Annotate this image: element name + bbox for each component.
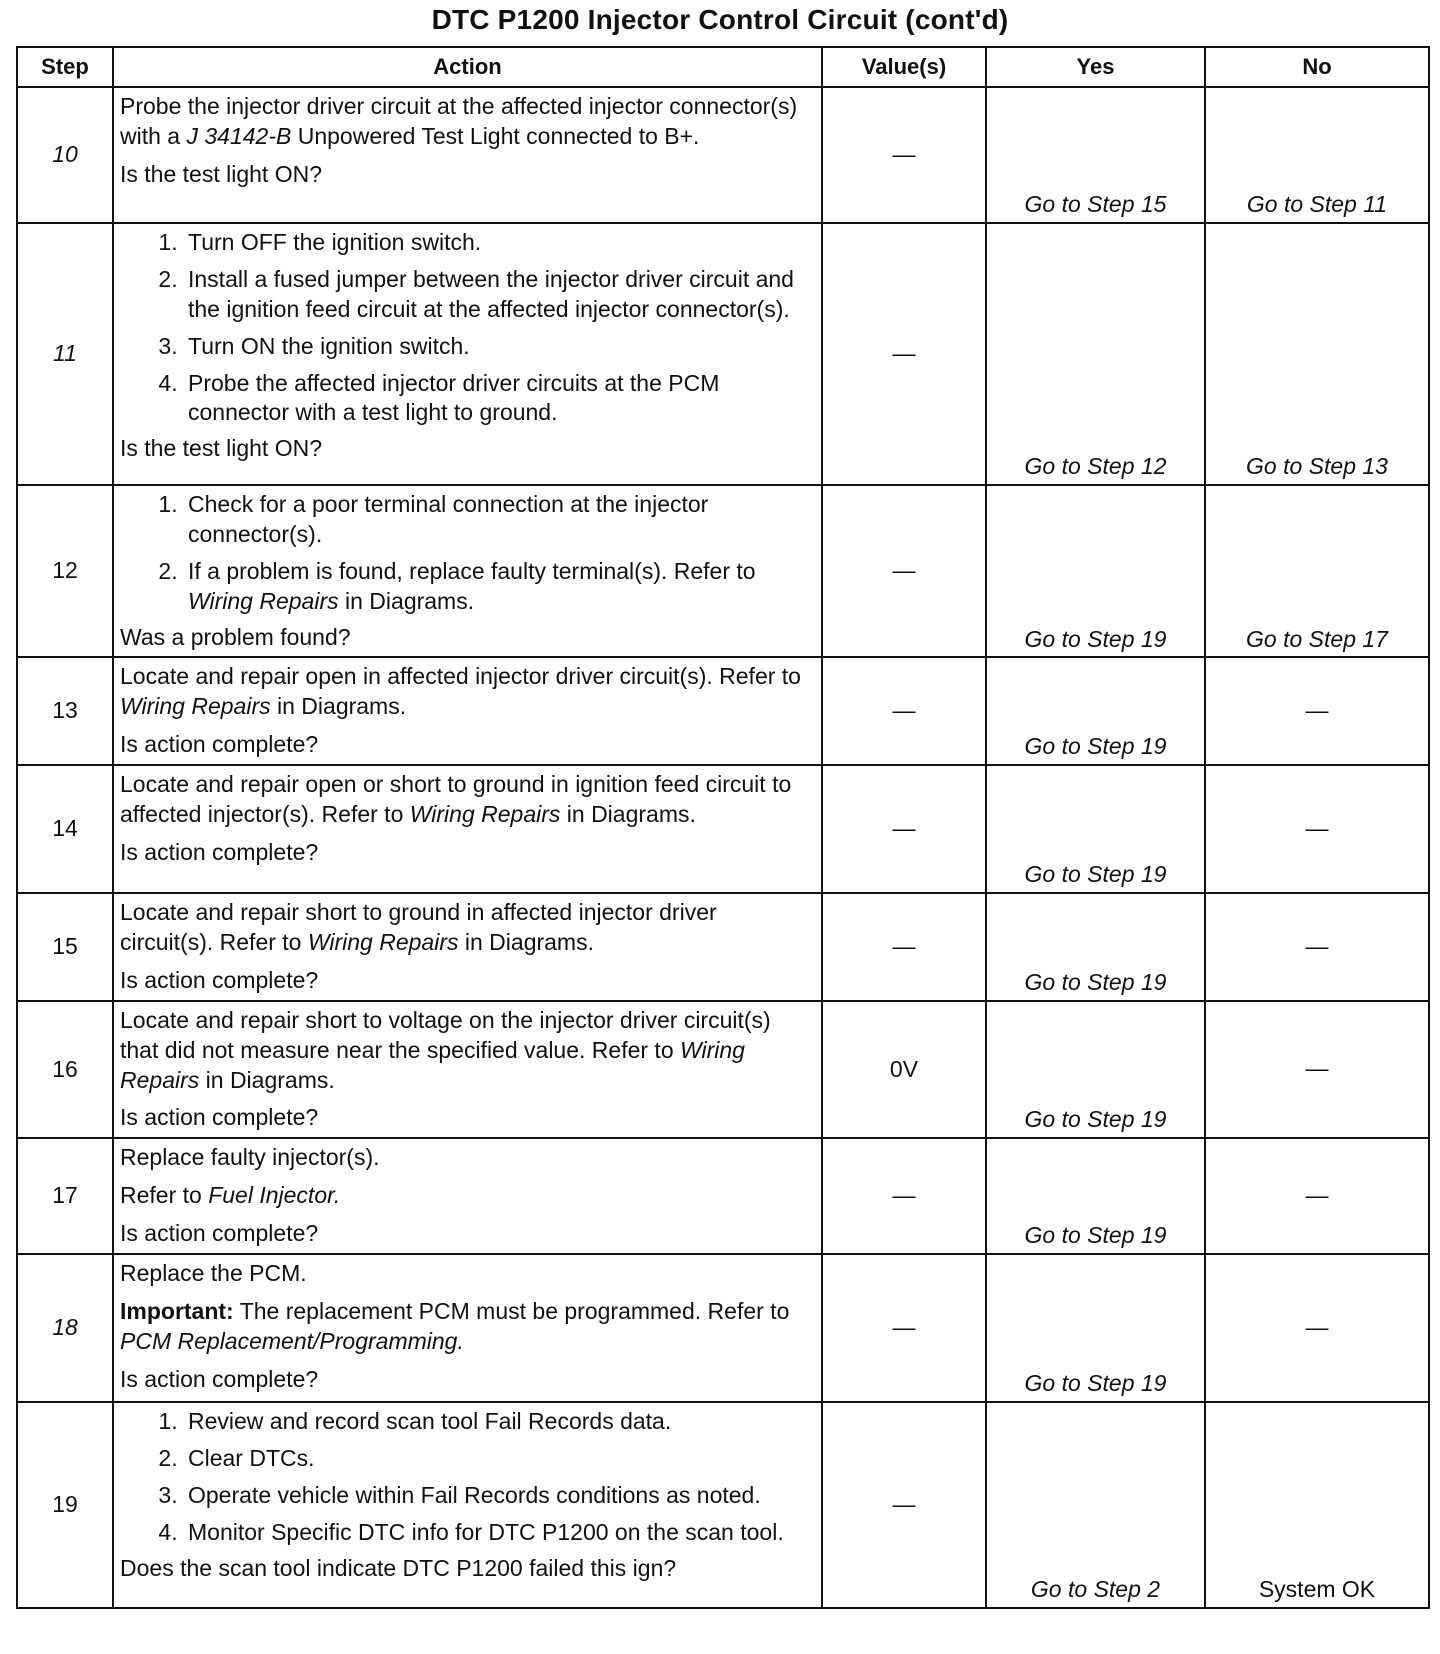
col-header-step: Step xyxy=(17,47,113,87)
text-run: Replace the PCM. xyxy=(120,1260,307,1287)
action-step-item xyxy=(184,490,815,550)
col-header-values: Value(s) xyxy=(822,47,986,87)
no-cell xyxy=(1205,485,1429,657)
no-goto-link[interactable]: Go to Step 11 xyxy=(1246,191,1388,218)
italic-reference: J 34142-B xyxy=(186,122,292,149)
value-cell: — xyxy=(822,657,986,765)
action-cell xyxy=(113,1402,822,1608)
action-question: Is the test light ON? xyxy=(120,435,322,462)
text-run: Locate and repair short to voltage on the injector driver circuit(s) that did not measure near the specified value. Refer to xyxy=(120,1006,771,1063)
action-steps-list xyxy=(120,490,815,617)
col-header-no: No xyxy=(1205,47,1429,87)
no-result: — xyxy=(1305,1313,1329,1340)
yes-goto-link[interactable]: Go to Step 19 xyxy=(1024,1222,1167,1249)
action-cell xyxy=(113,657,822,765)
action-question: Is action complete? xyxy=(120,731,319,758)
table-row xyxy=(17,1138,1429,1254)
value-cell: — xyxy=(822,893,986,1001)
no-cell xyxy=(1205,223,1429,485)
yes-goto-link[interactable]: Go to Step 19 xyxy=(1024,625,1167,652)
text-run: Refer to xyxy=(120,1182,209,1209)
text-run: Review and record scan tool Fail Records data. xyxy=(188,1408,672,1435)
action-step-item xyxy=(184,1444,815,1474)
no-cell xyxy=(1205,765,1429,893)
no-result: System OK xyxy=(1258,1576,1376,1603)
yes-cell xyxy=(986,485,1205,657)
text-run: Turn ON the ignition switch. xyxy=(188,332,470,359)
action-paragraph xyxy=(120,662,815,722)
italic-reference: Wiring Repairs xyxy=(409,801,561,828)
text-run: Locate and repair short to ground in affected injector driver circuit(s). Refer to xyxy=(120,899,717,956)
text-run: Unpowered Test Light connected to B+. xyxy=(291,122,700,149)
action-cell xyxy=(113,1001,822,1139)
action-paragraph xyxy=(120,92,815,152)
italic-reference: Fuel Injector. xyxy=(208,1182,341,1209)
yes-cell xyxy=(986,657,1205,765)
step-number: 14 xyxy=(17,765,113,893)
yes-cell xyxy=(986,765,1205,893)
no-result: — xyxy=(1305,814,1329,841)
action-paragraph xyxy=(120,1143,815,1173)
text-run: Probe the affected injector driver circuits at the PCM connector with a test light to ground. xyxy=(188,369,720,426)
yes-cell xyxy=(986,1138,1205,1254)
text-run: The replacement PCM must be programmed. Refer to xyxy=(233,1297,790,1324)
text-run: Locate and repair open in affected injector driver circuit(s). Refer to xyxy=(120,663,801,690)
action-cell xyxy=(113,765,822,893)
italic-reference: Wiring Repairs xyxy=(120,693,271,720)
no-cell xyxy=(1205,657,1429,765)
value-cell: — xyxy=(822,87,986,223)
action-paragraph xyxy=(120,1181,815,1211)
action-paragraph xyxy=(120,898,815,958)
text-run: Install a fused jumper between the injector driver circuit and the ignition feed circuit at the affected injector connector(s). xyxy=(188,265,794,322)
table-row xyxy=(17,657,1429,765)
action-step-item xyxy=(184,228,815,258)
step-number: 18 xyxy=(17,1254,113,1402)
action-steps-list xyxy=(120,228,815,428)
text-run: Probe the injector driver circuit at the affected injector connector(s) with a xyxy=(120,93,798,149)
action-cell xyxy=(113,87,822,223)
yes-cell xyxy=(986,1001,1205,1139)
no-result: — xyxy=(1305,1055,1329,1082)
italic-reference: Wiring Repairs xyxy=(307,929,459,956)
action-question: Is action complete? xyxy=(120,838,319,865)
action-step-item xyxy=(184,557,815,617)
yes-cell xyxy=(986,893,1205,1001)
text-run: in Diagrams. xyxy=(560,801,696,828)
no-result: — xyxy=(1305,696,1329,723)
yes-goto-link[interactable]: Go to Step 12 xyxy=(1024,453,1167,480)
value-cell: 0V xyxy=(822,1001,986,1139)
yes-goto-link[interactable]: Go to Step 19 xyxy=(1024,861,1167,888)
step-number: 19 xyxy=(17,1402,113,1608)
step-number: 16 xyxy=(17,1001,113,1139)
text-run: Replace faulty injector(s). xyxy=(120,1144,380,1171)
text-run: Check for a poor terminal connection at the injector connector(s). xyxy=(188,491,709,547)
value-cell: — xyxy=(822,485,986,657)
table-row xyxy=(17,893,1429,1001)
yes-goto-link[interactable]: Go to Step 19 xyxy=(1024,733,1167,760)
step-number: 13 xyxy=(17,657,113,765)
no-goto-link[interactable]: Go to Step 13 xyxy=(1246,453,1388,480)
action-step-item xyxy=(184,1481,815,1511)
table-row xyxy=(17,1001,1429,1139)
table-row xyxy=(17,1402,1429,1608)
text-run: Turn OFF the ignition switch. xyxy=(188,229,482,255)
step-number: 15 xyxy=(17,893,113,1001)
no-result: — xyxy=(1305,1181,1329,1208)
text-run: Clear DTCs. xyxy=(188,1444,315,1471)
no-cell xyxy=(1205,893,1429,1001)
yes-goto-link[interactable]: Go to Step 19 xyxy=(1024,1106,1167,1133)
header-row xyxy=(17,47,1429,87)
yes-cell xyxy=(986,1402,1205,1608)
action-question: Is action complete? xyxy=(120,1220,319,1247)
yes-goto-link[interactable]: Go to Step 19 xyxy=(1024,1370,1167,1397)
action-step-item xyxy=(184,1518,815,1548)
action-steps-list xyxy=(120,1407,815,1548)
table-row xyxy=(17,485,1429,657)
yes-cell xyxy=(986,87,1205,223)
text-run: in Diagrams. xyxy=(458,929,594,956)
action-question: Was a problem found? xyxy=(120,623,351,650)
action-step-item xyxy=(184,265,815,325)
action-question: Is action complete? xyxy=(120,1365,319,1392)
table-body xyxy=(17,87,1429,1608)
bold-text: Important: xyxy=(120,1297,234,1324)
action-paragraph xyxy=(120,1259,815,1289)
no-result: — xyxy=(1305,932,1329,959)
no-cell xyxy=(1205,1402,1429,1608)
value-cell: — xyxy=(822,223,986,485)
action-question: Is the test light ON? xyxy=(120,160,322,187)
step-number: 10 xyxy=(17,87,113,223)
step-number: 17 xyxy=(17,1138,113,1254)
yes-goto-link[interactable]: Go to Step 19 xyxy=(1024,968,1167,995)
yes-cell xyxy=(986,223,1205,485)
italic-reference: Wiring Repairs xyxy=(120,1036,745,1093)
text-run: in Diagrams. xyxy=(338,587,475,614)
no-cell xyxy=(1205,1138,1429,1254)
value-cell: — xyxy=(822,1138,986,1254)
text-run: in Diagrams. xyxy=(270,693,407,720)
page-title: DTC P1200 Injector Control Circuit (cont'd) xyxy=(431,4,1009,35)
action-cell xyxy=(113,485,822,657)
yes-goto-link[interactable]: Go to Step 15 xyxy=(1024,191,1167,218)
italic-reference: Wiring Repairs xyxy=(188,587,339,614)
table-row xyxy=(17,765,1429,893)
table-row xyxy=(17,223,1429,485)
step-number: 11 xyxy=(17,223,113,485)
no-cell xyxy=(1205,1254,1429,1402)
action-step-item xyxy=(184,1407,815,1437)
action-cell xyxy=(113,893,822,1001)
yes-goto-link[interactable]: Go to Step 2 xyxy=(1030,1576,1161,1603)
step-number: 12 xyxy=(17,485,113,657)
action-paragraph xyxy=(120,770,815,830)
action-question: Does the scan tool indicate DTC P1200 failed this ign? xyxy=(120,1554,677,1581)
no-cell xyxy=(1205,1001,1429,1139)
action-step-item xyxy=(184,369,815,429)
text-run: Monitor Specific DTC info for DTC P1200 on the scan tool. xyxy=(188,1518,784,1545)
text-run: If a problem is found, replace faulty terminal(s). Refer to xyxy=(188,557,756,584)
col-header-action: Action xyxy=(113,47,822,87)
col-header-yes: Yes xyxy=(986,47,1205,87)
action-cell xyxy=(113,223,822,485)
yes-cell xyxy=(986,1254,1205,1402)
text-run: Locate and repair open or short to ground in ignition feed circuit to affected injector(s). Refer to xyxy=(120,771,792,828)
action-cell xyxy=(113,1138,822,1254)
action-paragraph xyxy=(120,1006,815,1096)
table-row xyxy=(17,1254,1429,1402)
value-cell: — xyxy=(822,1254,986,1402)
italic-reference: PCM Replacement/Programming. xyxy=(120,1327,464,1354)
table-row xyxy=(17,87,1429,223)
no-goto-link[interactable]: Go to Step 17 xyxy=(1246,625,1388,652)
action-paragraph xyxy=(120,1297,815,1357)
text-run: Operate vehicle within Fail Records conditions as noted. xyxy=(188,1481,761,1508)
action-step-item xyxy=(184,332,815,362)
action-question: Is action complete? xyxy=(120,966,319,993)
text-run: in Diagrams. xyxy=(199,1066,335,1093)
dtc-table xyxy=(16,46,1430,1609)
action-question: Is action complete? xyxy=(120,1104,319,1131)
no-cell xyxy=(1205,87,1429,223)
action-cell xyxy=(113,1254,822,1402)
value-cell: — xyxy=(822,765,986,893)
value-cell: — xyxy=(822,1402,986,1608)
